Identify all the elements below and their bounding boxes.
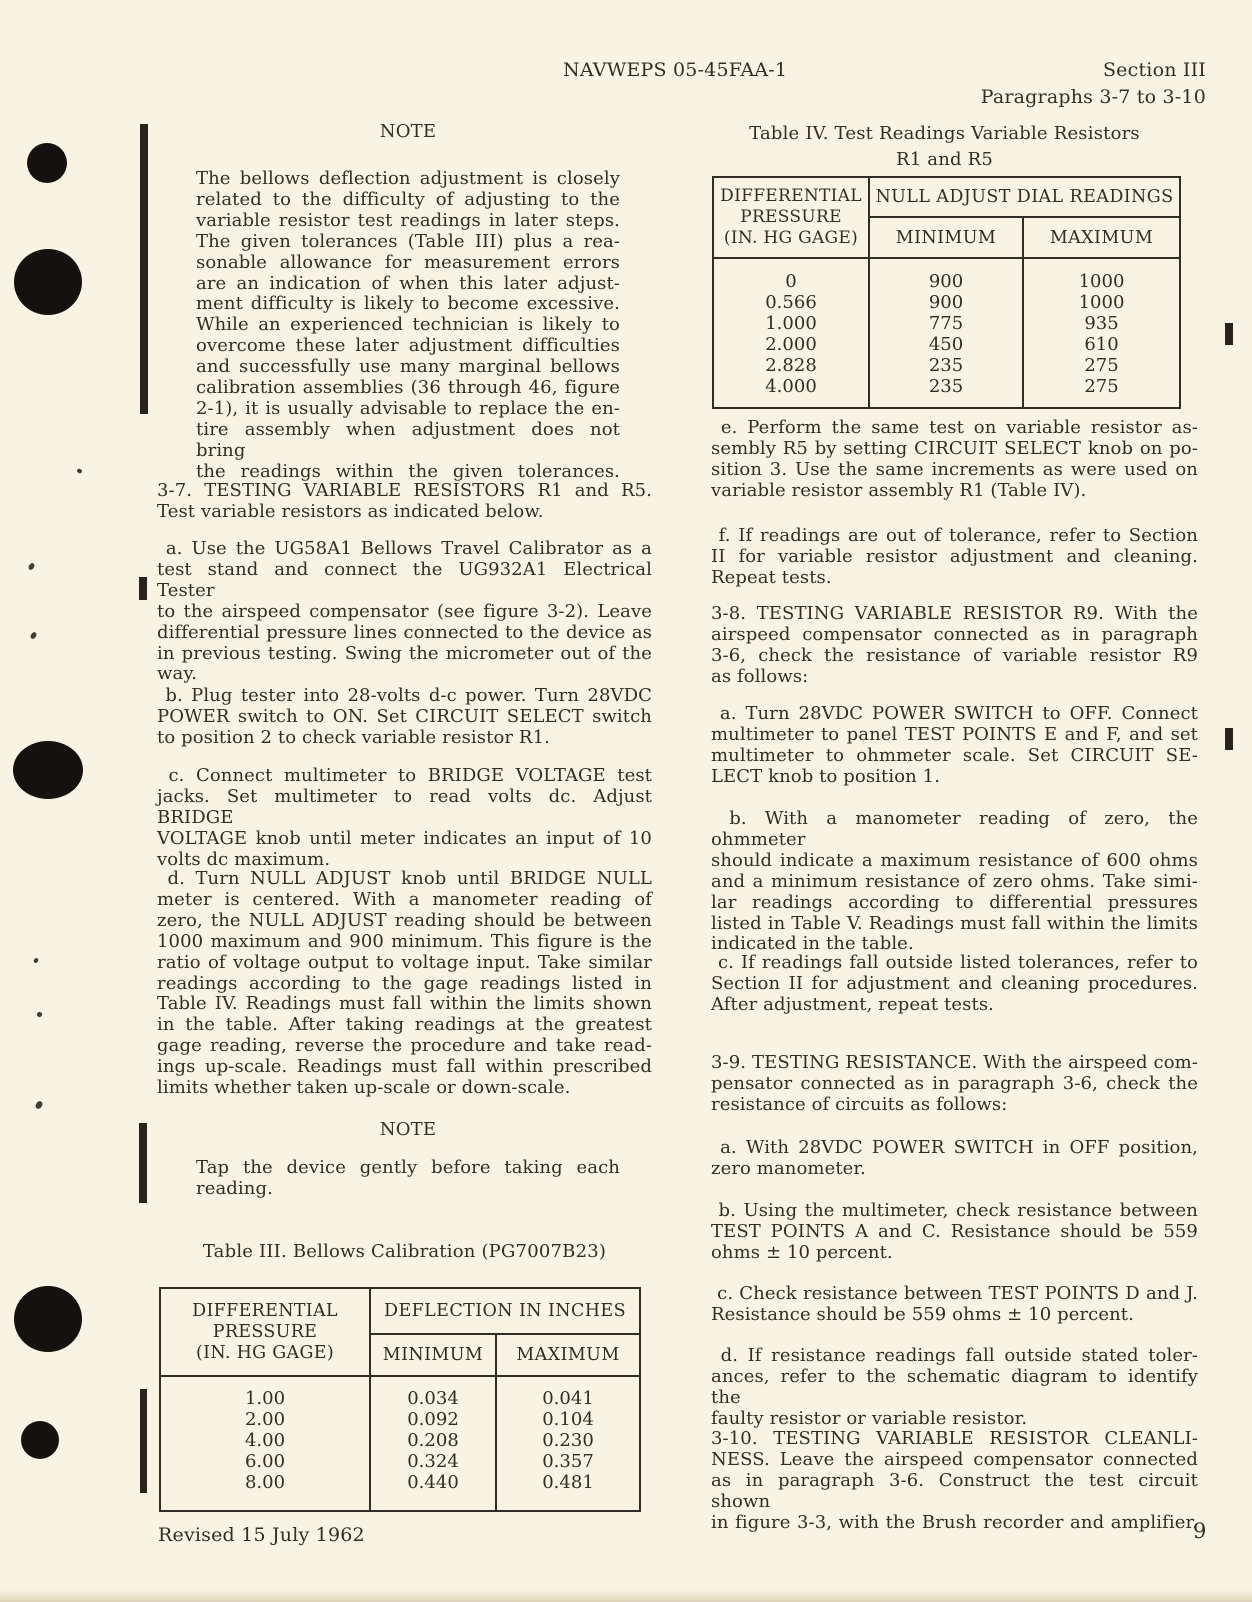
- text-line: ings up-scale. Readings must fall within prescribed: [157, 1056, 652, 1078]
- text-line: sition 3. Use the same increments as were used on: [711, 458, 1198, 480]
- sub-header-minimum: MINIMUM: [382, 1345, 484, 1365]
- text-line: b. Plug tester into 28-volts d-c power. Turn 28VDC: [157, 685, 652, 706]
- text-line: a. Turn 28VDC POWER SWITCH to OFF. Connect: [711, 703, 1198, 724]
- paragraph-3-7e: [711, 418, 1198, 502]
- table-iv-span-header: NULL ADJUST DIAL READINGS: [875, 187, 1174, 207]
- page-bottom-edge: [0, 1590, 1252, 1602]
- note2-body: [196, 1158, 620, 1200]
- text-line: differential pressure lines connected to the device as: [157, 621, 652, 643]
- text-line: II for variable resistor adjustment and cleaning.: [711, 545, 1198, 567]
- text-line: the readings within the given tolerances.: [196, 460, 620, 482]
- table-cell-value: 0.324: [407, 1450, 459, 1472]
- text-line: c. Connect multimeter to BRIDGE VOLTAGE test: [157, 765, 652, 786]
- text-line: c. If readings fall outside listed tolerances, refer to: [711, 952, 1198, 973]
- text-line: in the table. After taking readings at the greatest: [157, 1014, 652, 1036]
- text-line: meter is centered. With a manometer reading of: [157, 888, 652, 910]
- paragraph-3-8a: [711, 704, 1198, 788]
- paragraph-3-9a: [711, 1138, 1198, 1180]
- text-line: are an indication of when this later adjust-: [196, 272, 620, 294]
- table-cell-value: 0.566: [765, 291, 817, 313]
- table-cell-value: 1000: [1078, 271, 1125, 292]
- text-line: f. If readings are out of tolerance, refer to Section: [711, 525, 1198, 546]
- table-cell-value: 0: [785, 271, 797, 292]
- change-bar-mark: [140, 124, 148, 414]
- text-line: gage reading, reverse the procedure and take read-: [157, 1035, 652, 1057]
- text-line: in figure 3-3, with the Brush recorder and amplifier.: [711, 1511, 1198, 1533]
- table-cell-value: 1.00: [244, 1388, 286, 1409]
- ink-speck: [34, 1100, 43, 1110]
- text-line: volts dc maximum.: [157, 848, 331, 870]
- text-line: indicated in the table.: [711, 933, 914, 955]
- header-line: DIFFERENTIAL: [192, 1300, 338, 1321]
- table-cell-value: 2.00: [244, 1408, 286, 1430]
- text-line: Tap the device gently before taking each: [196, 1157, 620, 1178]
- paragraphs-range: Paragraphs 3-7 to 3-10: [980, 86, 1206, 108]
- text-line: listed in Table V. Readings must fall within the limits: [711, 912, 1198, 934]
- text-line: NESS. Leave the airspeed compensator connected: [711, 1448, 1198, 1470]
- text-line: ment difficulty is likely to become excessive.: [196, 293, 620, 315]
- table-cell-value: 900: [928, 271, 964, 292]
- table-cell-value: 1.000: [765, 312, 817, 334]
- text-line: 1000 maximum and 900 minimum. This figure is the: [157, 930, 652, 952]
- paragraph-3-9b: [711, 1201, 1198, 1264]
- punch-hole-dot: [14, 1286, 82, 1352]
- text-line: in previous testing. Swing the micrometer out of the: [157, 642, 652, 664]
- text-line: and a minimum resistance of zero ohms. Take simi-: [711, 870, 1198, 892]
- text-line: test stand and connect the UG932A1 Electrical Tester: [157, 558, 652, 601]
- text-line: The bellows deflection adjustment is closely: [196, 168, 620, 189]
- text-line: pensator connected as in paragraph 3-6, check the: [711, 1072, 1198, 1094]
- text-line: a. Use the UG58A1 Bellows Travel Calibrator as a: [157, 538, 652, 559]
- change-bar-mark: [140, 1389, 147, 1493]
- paragraph-3-7a: [157, 539, 652, 685]
- header-line: PRESSURE: [740, 207, 842, 227]
- text-line: faulty resistor or variable resistor.: [711, 1407, 1028, 1429]
- text-line: limits whether taken up-scale or down-scale.: [157, 1077, 571, 1099]
- section-label: Section III: [1102, 59, 1206, 81]
- table-cell-value: 0.034: [407, 1388, 459, 1409]
- paragraph-3-8b: [711, 809, 1198, 955]
- note2-title: NOTE: [379, 1119, 437, 1140]
- header-line: (IN. HG GAGE): [723, 228, 859, 248]
- table-cell-value: 775: [928, 312, 964, 334]
- text-line: Resistance should be 559 ohms ± 10 percent.: [711, 1303, 1134, 1325]
- text-line: to the airspeed compensator (see figure 3-2). Leave: [157, 600, 652, 622]
- table-cell-value: 0.208: [407, 1429, 459, 1451]
- ink-speck: [28, 562, 36, 571]
- text-line: 3-6, check the resistance of variable resistor R9: [711, 644, 1198, 666]
- punch-hole-dot: [14, 249, 82, 315]
- text-line: sembly R5 by setting CIRCUIT SELECT knob on po-: [711, 437, 1198, 459]
- table-cell-value: 275: [1084, 354, 1119, 376]
- ink-speck: [33, 957, 39, 963]
- table-iv-maximum-column: [1024, 259, 1179, 407]
- text-line: a. With 28VDC POWER SWITCH in OFF position,: [711, 1137, 1198, 1158]
- text-line: variable resistor test readings in later steps.: [196, 209, 620, 231]
- text-line: 3-9. TESTING RESISTANCE. With the airspeed com-: [711, 1052, 1198, 1073]
- text-line: as follows:: [711, 665, 809, 687]
- text-line: TEST POINTS A and C. Resistance should be 559: [711, 1220, 1198, 1242]
- text-line: d. Turn NULL ADJUST knob until BRIDGE NULL: [157, 868, 652, 889]
- header-right: [900, 57, 1206, 111]
- text-line: way.: [157, 663, 198, 685]
- paragraph-3-7f: [711, 526, 1198, 589]
- table-cell-value: 2.000: [765, 333, 817, 355]
- table-iii-pressure-column: [161, 1377, 369, 1510]
- table-iv: [712, 176, 1181, 409]
- table-iv-col1-header: [714, 178, 868, 257]
- text-line: reading.: [196, 1177, 273, 1199]
- table-cell-value: 450: [928, 333, 964, 355]
- paragraph-3-10: [711, 1429, 1198, 1534]
- table-iii-span-header: DEFLECTION IN INCHES: [384, 1301, 626, 1321]
- text-line: calibration assemblies (36 through 46, figure: [196, 377, 620, 399]
- text-line: 2-1), it is usually advisable to replace the en-: [196, 397, 620, 419]
- text-line: as in paragraph 3-6. Construct the test circuit shown: [711, 1469, 1198, 1512]
- ink-speck: [36, 1011, 43, 1018]
- change-bar-mark: [1225, 323, 1233, 345]
- table-cell-value: 8.00: [244, 1471, 286, 1493]
- text-line: resistance of circuits as follows:: [711, 1093, 1008, 1115]
- change-bar-mark: [1225, 728, 1233, 750]
- paragraph-3-9c: [711, 1284, 1198, 1326]
- header-line: DIFFERENTIAL: [720, 186, 862, 206]
- text-line: Repeat tests.: [711, 566, 832, 588]
- text-line: b. Using the multimeter, check resistance between: [711, 1200, 1198, 1221]
- sub-header-minimum: MINIMUM: [895, 227, 997, 248]
- table-iv-pressure-column: [714, 259, 868, 407]
- text-line: lar readings according to differential pressures: [711, 891, 1198, 913]
- paragraph-3-7b: [157, 686, 652, 749]
- table-cell-value: 0.092: [407, 1408, 459, 1430]
- ink-speck: [30, 631, 38, 640]
- table-iii-maximum-column: [497, 1377, 639, 1510]
- table-cell-value: 610: [1084, 333, 1119, 355]
- punch-hole-dot: [13, 741, 83, 799]
- text-line: 3-8. TESTING VARIABLE RESISTOR R9. With the: [711, 603, 1198, 624]
- paragraph-3-8c: [711, 953, 1198, 1016]
- paragraph-3-7c: [157, 766, 652, 871]
- text-line: LECT knob to position 1.: [711, 765, 941, 787]
- header-line: PRESSURE: [212, 1321, 318, 1342]
- table-cell-value: 0.440: [407, 1471, 459, 1493]
- table-cell-value: 1000: [1078, 291, 1125, 313]
- table-iii-col1-header: [161, 1289, 369, 1375]
- paragraph-3-9: [711, 1053, 1198, 1116]
- paragraph-3-9d: [711, 1346, 1198, 1430]
- text-line: After adjustment, repeat tests.: [711, 993, 994, 1015]
- text-line: 3-7. TESTING VARIABLE RESISTORS R1 and R5.: [157, 480, 652, 501]
- table-cell-value: 0.230: [542, 1429, 594, 1451]
- table-cell-value: 0.041: [542, 1388, 594, 1409]
- sub-header-maximum: MAXIMUM: [516, 1345, 620, 1365]
- text-line: overcome these later adjustment difficulties: [196, 335, 620, 357]
- paragraph-3-7: [157, 481, 652, 523]
- text-line: While an experienced technician is likely to: [196, 314, 620, 336]
- revision-note: Revised 15 July 1962: [158, 1524, 365, 1546]
- table-iv-minimum-column: [870, 259, 1022, 407]
- text-line: zero manometer.: [711, 1157, 866, 1179]
- text-line: jacks. Set multimeter to read volts dc. Adjust BRIDGE: [157, 785, 652, 828]
- text-line: ances, refer to the schematic diagram to identify the: [711, 1365, 1198, 1408]
- text-line: zero, the NULL ADJUST reading should be between: [157, 909, 652, 931]
- table-cell-value: 235: [928, 354, 964, 376]
- table-cell-value: 275: [1084, 375, 1119, 397]
- text-line: c. Check resistance between TEST POINTS D and J.: [711, 1283, 1198, 1304]
- text-line: airspeed compensator connected as in paragraph: [711, 623, 1198, 645]
- text-line: Section II for adjustment and cleaning procedures.: [711, 972, 1198, 994]
- text-line: The given tolerances (Table III) plus a rea-: [196, 230, 620, 252]
- text-line: 3-10. TESTING VARIABLE RESISTOR CLEANLI-: [711, 1428, 1198, 1449]
- table-cell-value: 935: [1084, 312, 1119, 334]
- change-bar-mark: [139, 1123, 147, 1203]
- text-line: d. If resistance readings fall outside stated toler-: [711, 1345, 1198, 1366]
- text-line: e. Perform the same test on variable resistor as-: [711, 417, 1198, 438]
- sub-header-maximum: MAXIMUM: [1049, 227, 1154, 248]
- table-cell-value: 2.828: [765, 354, 817, 376]
- text-line: Table IV. Readings must fall within the limits shown: [157, 993, 652, 1015]
- table-iv-caption-line2: R1 and R5: [895, 149, 994, 170]
- table-cell-value: 0.481: [542, 1471, 594, 1493]
- text-line: sonable allowance for measurement errors: [196, 251, 620, 273]
- table-cell-value: 0.357: [542, 1450, 594, 1472]
- text-line: should indicate a maximum resistance of 600 ohms: [711, 849, 1198, 871]
- ink-speck: [76, 468, 82, 474]
- text-line: b. With a manometer reading of zero, the ohmmeter: [711, 808, 1198, 850]
- table-iv-caption-line1: Table IV. Test Readings Variable Resistors: [749, 123, 1140, 144]
- text-line: variable resistor assembly R1 (Table IV).: [711, 479, 1087, 501]
- paragraph-3-7d: [157, 869, 652, 1099]
- table-iii-minimum-column: [371, 1377, 495, 1510]
- table-cell-value: 900: [928, 291, 964, 313]
- text-line: POWER switch to ON. Set CIRCUIT SELECT switch: [157, 705, 652, 727]
- text-line: and successfully use many marginal bellows: [196, 356, 620, 378]
- table-iii: [159, 1287, 641, 1512]
- table-cell-value: 0.104: [542, 1408, 594, 1430]
- text-line: related to the difficulty of adjusting to the: [196, 188, 620, 210]
- text-line: to position 2 to check variable resistor R1.: [157, 726, 550, 748]
- text-line: readings according to the gage readings listed in: [157, 972, 652, 994]
- text-line: VOLTAGE knob until meter indicates an input of 10: [157, 827, 652, 849]
- table-cell-value: 4.00: [244, 1429, 286, 1451]
- note1-body: [196, 169, 620, 483]
- punch-hole-dot: [27, 143, 67, 183]
- table-cell-value: 6.00: [244, 1450, 286, 1472]
- text-line: ohms ± 10 percent.: [711, 1241, 893, 1263]
- note1-title: NOTE: [379, 121, 437, 142]
- text-line: ratio of voltage output to voltage input. Take similar: [157, 951, 652, 973]
- table-cell-value: 4.000: [765, 375, 817, 397]
- paragraph-3-8: [711, 604, 1198, 688]
- text-line: multimeter to panel TEST POINTS E and F, and set: [711, 723, 1198, 745]
- doc-number: NAVWEPS 05-45FAA-1: [563, 59, 788, 81]
- punch-hole-dot: [21, 1421, 59, 1459]
- text-line: multimeter to ohmmeter scale. Set CIRCUIT SE-: [711, 744, 1198, 766]
- change-bar-mark: [139, 577, 147, 600]
- text-line: tire assembly when adjustment does not bring: [196, 418, 620, 461]
- table-iii-caption: Table III. Bellows Calibration (PG7007B23): [202, 1241, 607, 1262]
- table-cell-value: 235: [928, 375, 964, 397]
- text-line: Test variable resistors as indicated below.: [157, 500, 544, 522]
- header-line: (IN. HG GAGE): [196, 1342, 334, 1363]
- page-number: 9: [1193, 1519, 1207, 1543]
